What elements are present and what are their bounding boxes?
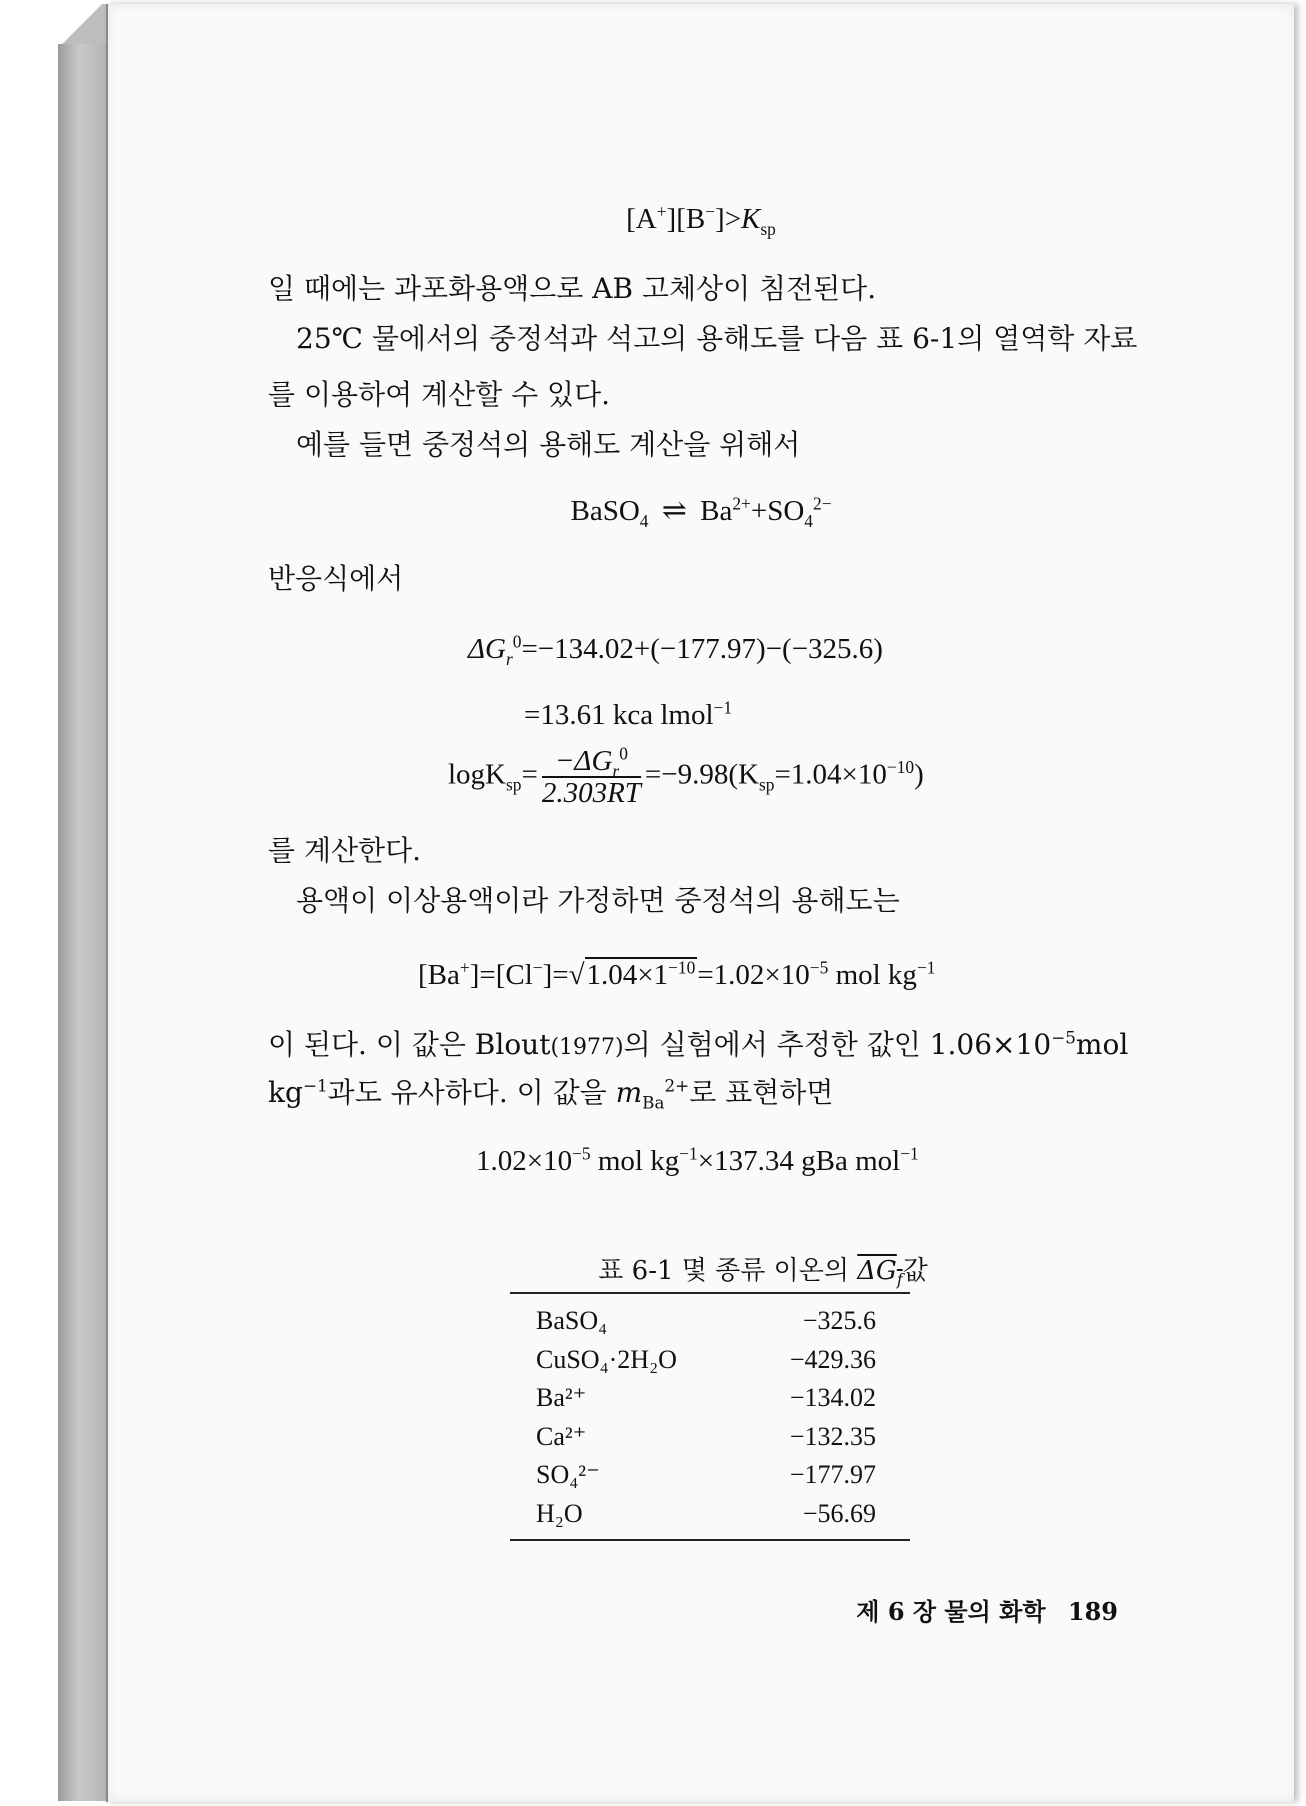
paragraph-line: 일 때에는 과포화용액으로 AB 고체상이 침전된다. bbox=[268, 272, 877, 305]
table-cell-species: SO₄²⁻ bbox=[536, 1460, 600, 1490]
paragraph-line: 예를 들면 중정석의 용해도 계산을 위해서 bbox=[296, 428, 801, 461]
table-row bbox=[510, 1341, 910, 1380]
book-corner bbox=[58, 4, 108, 44]
reaction-product-ba: Ba bbox=[700, 495, 733, 527]
equation-solubility: $[Ba^+]=[Cl^-]=√1.04\times 1^{-10}=1.02\times 10^{-5}$ mol $kg^{-1}$ bbox=[418, 957, 936, 991]
page-number: 189 bbox=[1067, 1597, 1118, 1626]
book-spine bbox=[58, 6, 106, 1801]
table-cell-value: −429.36 bbox=[789, 1344, 876, 1374]
equation-final: $1.02\times 10^{-5}$ mol $kg^{-1}\times 137.34$ gBa mol$^{-1}$ bbox=[476, 1143, 919, 1177]
table-row bbox=[510, 1418, 910, 1457]
paragraph-line: 를 계산한다. bbox=[268, 834, 422, 867]
table-title: 표 6-1 몇 종류 이온의 $\Delta G_f$값 bbox=[598, 1256, 928, 1290]
data-table bbox=[510, 1292, 910, 1541]
paragraph-line: 용액이 이상용액이라 가정하면 중정석의 용해도는 bbox=[296, 884, 900, 917]
table-cell-species: Ca²⁺ bbox=[536, 1421, 587, 1451]
table-cell-value: −132.35 bbox=[789, 1421, 876, 1451]
table-cell-species: Ba²⁺ bbox=[536, 1383, 587, 1413]
paragraph-line: $kg^{-1}$과도 유사하다. 이 값을 $m_{Ba}^{2+}$로 표현하면 bbox=[268, 1075, 834, 1113]
paragraph-line: 이 된다. 이 값은 Blout(1977)의 실험에서 추정한 값인 $1.06\times 10^{-5}mol$ bbox=[268, 1027, 1129, 1061]
page-footer bbox=[856, 1592, 1118, 1627]
table-cell-species: BaSO₄ bbox=[536, 1306, 608, 1336]
paragraph-line: 25℃ 물에서의 중정석과 석고의 용해도를 다음 표 6-1의 열역학 자료 bbox=[296, 322, 1138, 355]
book-page bbox=[106, 4, 1294, 1802]
table-cell-value: −325.6 bbox=[802, 1306, 876, 1336]
table-cell-value: −56.69 bbox=[802, 1498, 876, 1528]
table-cell-species: CuSO₄·2H₂O bbox=[536, 1344, 677, 1374]
table-cell-value: −134.02 bbox=[789, 1383, 876, 1413]
table-cell-value: −177.97 bbox=[789, 1460, 876, 1490]
equation-log-ksp: logK$_{sp}$= $\frac{-\Delta G_r^0}{2.303RT}$ $=-9.98(K_{sp}=1.04\times 10^{-10})$ bbox=[448, 743, 924, 809]
equation-ksp: $[A^+][B^-]>K_{sp}$ bbox=[626, 201, 776, 239]
table-row bbox=[510, 1302, 910, 1341]
equation-reaction: BaSO$_4$ ⇌ $Ba^{2+}+SO_4^{2-}$ bbox=[570, 493, 832, 531]
paragraph-line: 반응식에서 bbox=[268, 562, 404, 595]
table-cell-species: H₂O bbox=[536, 1498, 583, 1528]
table-row bbox=[510, 1495, 910, 1534]
equilibrium-arrow-icon: ⇌ bbox=[661, 494, 687, 527]
paragraph-line: 를 이용하여 계산할 수 있다. bbox=[268, 378, 611, 411]
equation-delta-g-result: =13.61 kca lmol$^{-1}$ bbox=[524, 697, 733, 731]
table-row bbox=[510, 1456, 910, 1495]
chapter-title: 제 6 장 물의 화학 bbox=[856, 1597, 1046, 1626]
table-row bbox=[510, 1379, 910, 1418]
reaction-product-so4: +SO bbox=[750, 495, 805, 527]
reaction-reactant: BaSO bbox=[570, 495, 640, 527]
equation-delta-g: $\Delta G_r^0=-134.02+(-177.97)-(-325.6)$ bbox=[468, 631, 883, 669]
